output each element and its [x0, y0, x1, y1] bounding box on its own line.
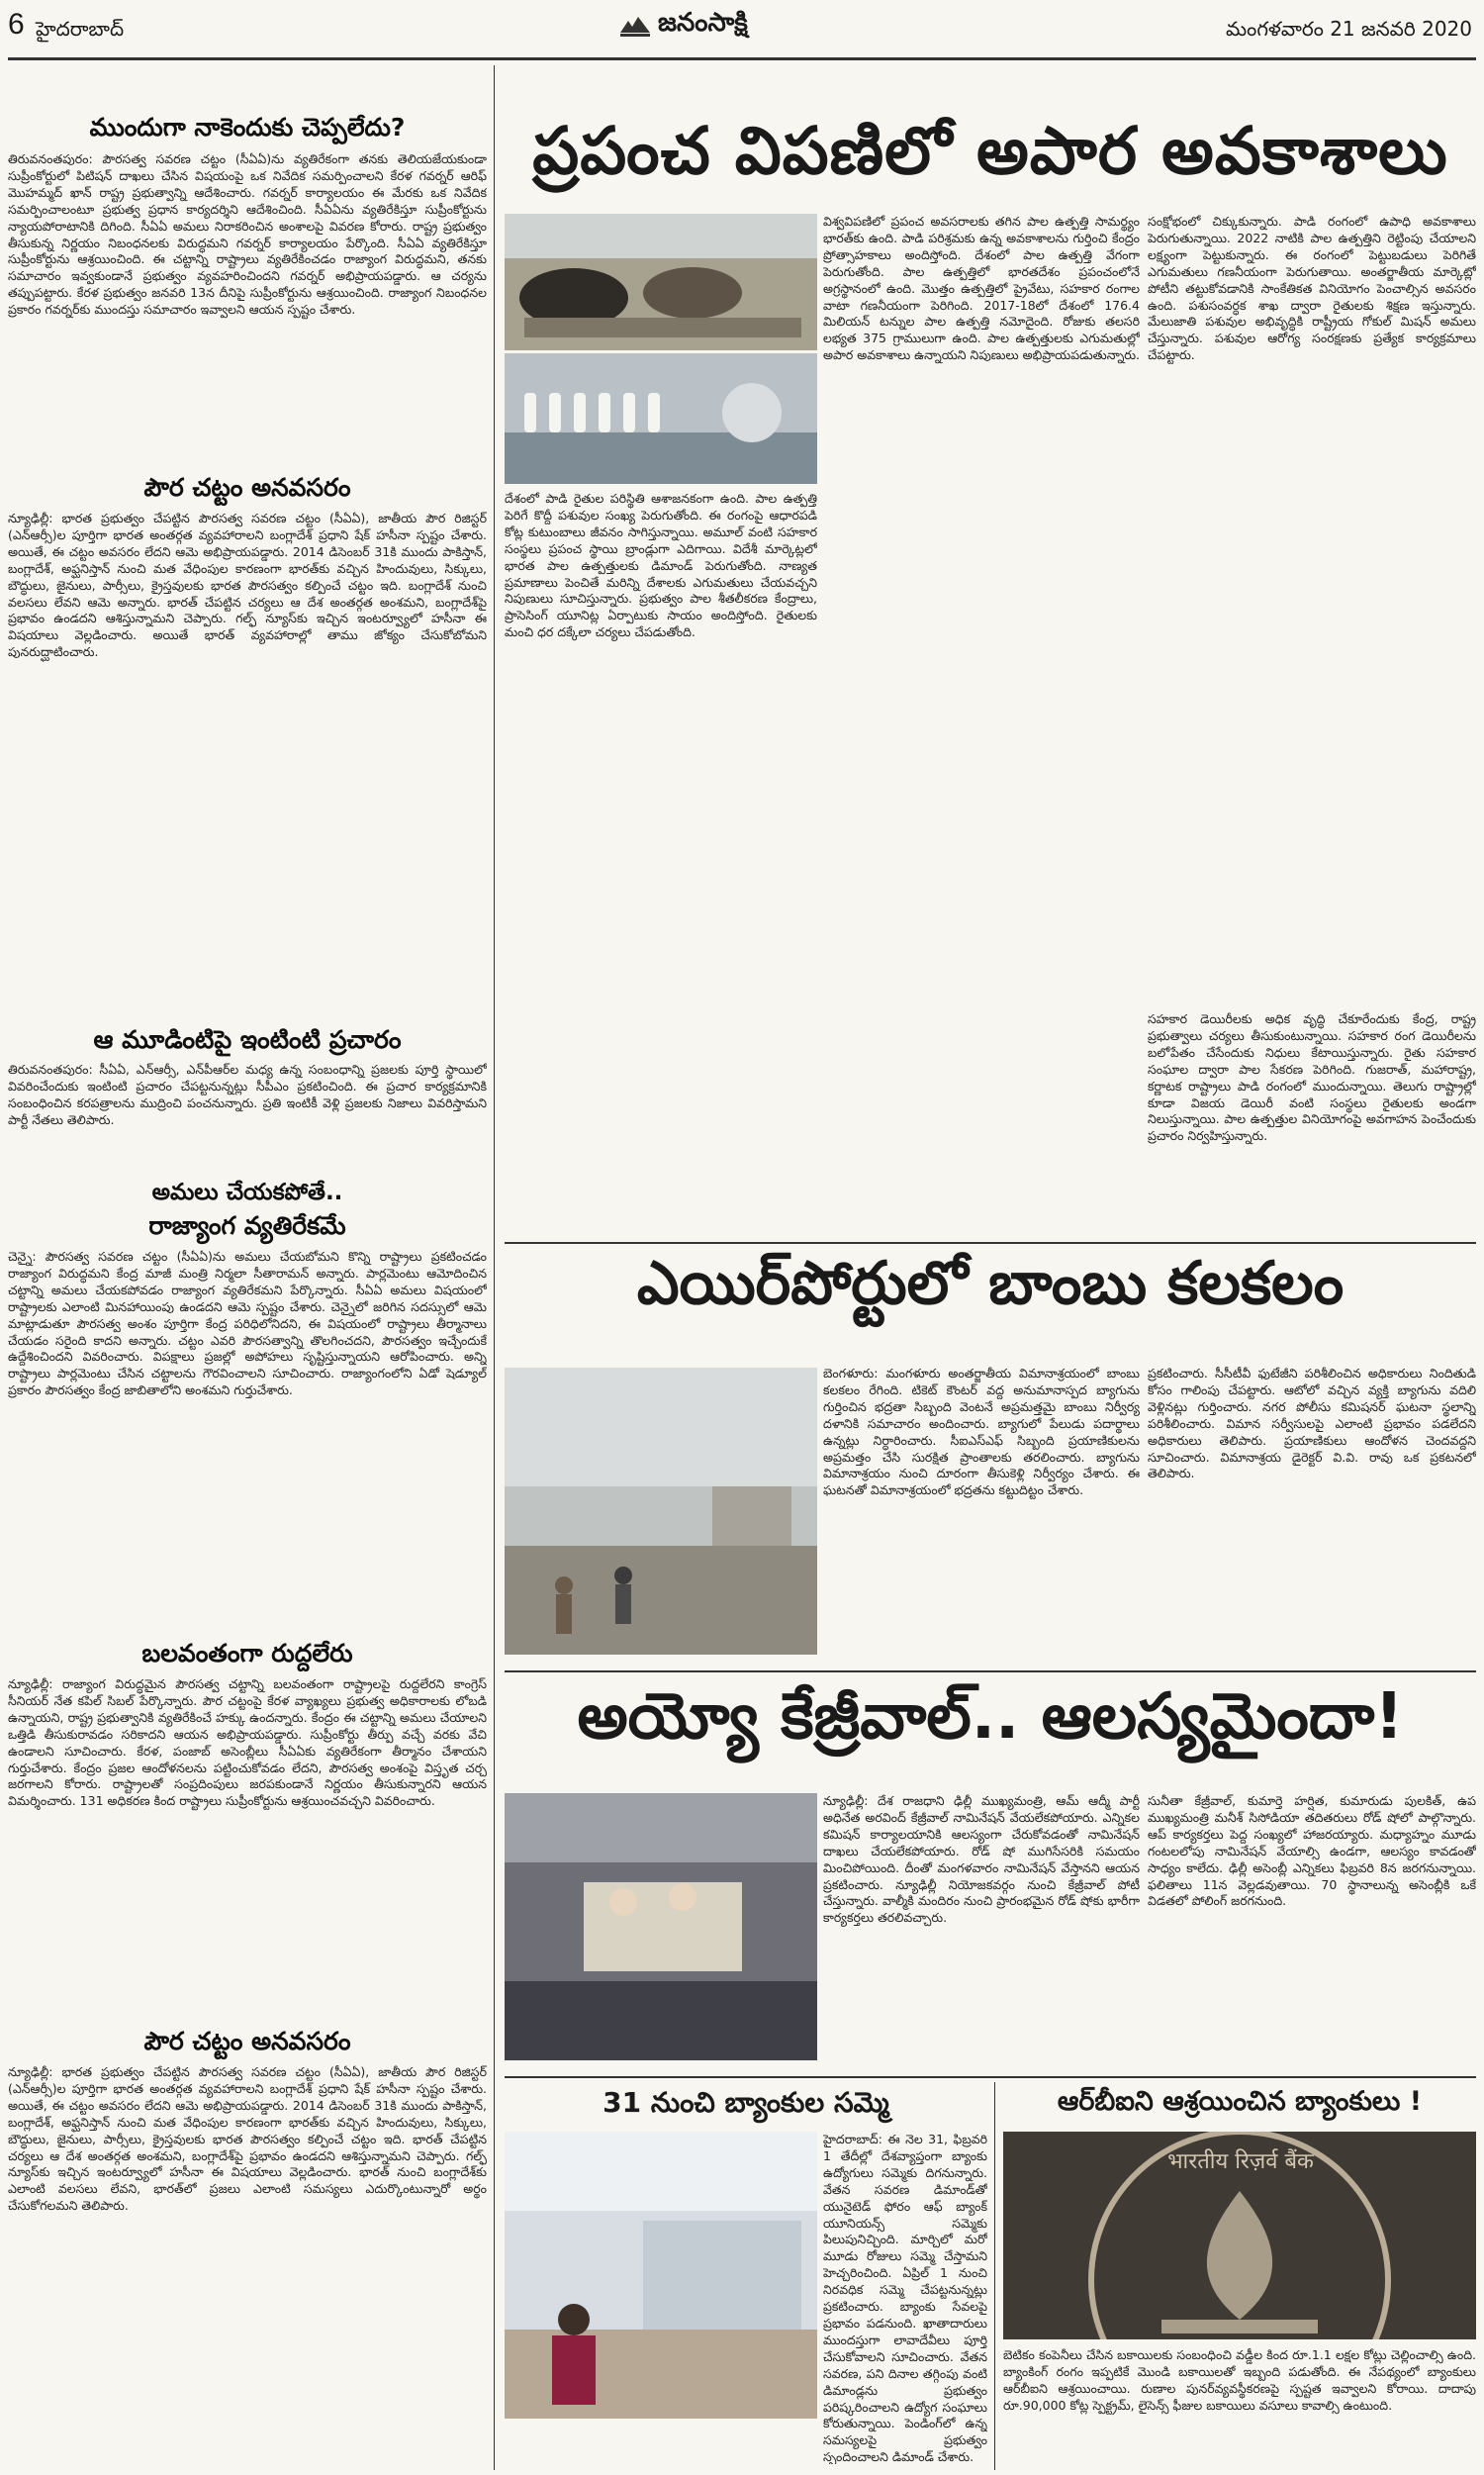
bank-counter-photo [505, 2132, 817, 2419]
kejriwal-column-2: సునీతా కేజ్రీవాల్, కుమార్తె హర్షిత, కుమారుడు పులకిత్, ఉప ముఖ్యమంత్రి మనీశ్ సిసోడియా తదితరులు రోడ్ షోలో పాల్గొన్నారు. ఆప్ కార్యకర్తలు పెద్ద సంఖ్యలో హాజరయ్యారు. మధ్యాహ్నం మూడు గంటలలోపు నామినేషన్ వేయాల్సి ఉండగా, ఆలస్యం కావడంతో సాధ్యం కాలేదు. ఢిల్లీ అసెంబ్లీ ఎన్నికలు ఫిబ్రవరి 8న జరగనున్నాయి. ఫలితాలు 11న వెల్లడవుతాయి. 70 స్థానాలున్న అసెంబ్లీకి ఒకే విడతలో పోలింగ్ జరగనుంది. [1148, 1793, 1476, 1909]
story-subheading: రాజ్యాంగ వ్యతిరేకమే [148, 1211, 346, 1240]
story-body: న్యూఢిల్లీ: భారత ప్రభుత్వం చేపట్టిన పౌరసత్వ సవరణ చట్టం (సీఏఏ), జాతీయ పౌర రిజిస్టర్ (ఎన్ఆర్సీ)ల పూర్తిగా భారత అంతర్గత వ్యవహారాలని బంగ్లాదేశ్ ప్రధాని షేక్ హసీనా స్పష్టం చేశారు. అయితే, ఈ చట్టం అవసరం లేదని ఆమె అభిప్రాయపడ్డారు. 2014 డిసెంబర్ 31కి ముందు పాకిస్తాన్, బంగ్లాదేశ్, అఫ్ఘనిస్తాన్ నుంచి మత వేధింపుల కారణంగా భారత్‌కు వచ్చిన హిందువులు, సిక్కులు, బౌద్ధులు, జైనులు, పార్సీలు, క్రైస్తవులకు భారత పౌరసత్వం కల్పించే చట్టం ఇది. బంగ్లాదేశ్ నుంచి వలసలు లేవని ఆమె అన్నారు. భారత్ చేపట్టిన చర్యలు ఆ దేశ అంతర్గత అంశమని, బంగ్లాదేశ్‌పై ప్రభావం ఉండదని ఆశిస్తున్నామని చెప్పారు. గల్ఫ్ న్యూస్‌కు ఇచ్చిన ఇంటర్వ్యూలో హసీనా ఈ విషయాలు వెల్లడించారు. అయితే భారత్ వ్యవహారాల్లో తాము జోక్యం చేసుకోబోమని పునరుద్ఘాటించారు. [8, 511, 487, 660]
roadshow-photo [505, 1793, 817, 2060]
city-name: హైదరాబాద్ [36, 17, 125, 41]
airport-column-2: ప్రకటించారు. సీసీటీవీ ఫుటేజీని పరిశీలించిన అధికారులు నిందితుడి కోసం గాలింపు చేపట్టారు. ఆటోలో వచ్చిన వ్యక్తి బ్యాగును వదిలి వెళ్లినట్లు గుర్తించారు. నగర పోలీసు కమిషనర్ ఘటనా స్థలాన్ని పరిశీలించారు. విమాన సర్వీసులపై ఎలాంటి ప్రభావం పడలేదని అధికారులు తెలిపారు. ప్రయాణికులు ఆందోళన చెందవద్దని సూచించారు. విమానాశ్రయ డైరెక్టర్ వి.వి. రావు ఒక ప్రకటనలో తెలిపారు. [1148, 1366, 1476, 1481]
rbi-body: బెటికం కంపెనీలు చేసిన బకాయిలకు సంబంధించి వడ్డీల కింద రూ.1.1 లక్షల కోట్లు చెల్లించాల్సి ఉంది. బ్యాంకింగ్ రంగం ఇప్పటికే మొండి బకాయిలతో ఇబ్బంది పడుతోంది. ఈ నేపథ్యంలో బ్యాంకులు ఆర్‌బీఐని ఆశ్రయించాయి. రుణాల పునర్‌వ్యవస్థీకరణపై స్పష్టత ఇవ్వాలని కోరాయి. దాదాపు రూ.90,000 కోట్ల స్పెక్ట్రమ్, లైసెన్స్ ఫీజుల బకాయిలు వసూలు కావాల్సి ఉంటుంది. [1003, 2347, 1476, 2413]
kejriwal-story [505, 1676, 1476, 2072]
dairy-column-2: దేశంలో పాడి రైతుల పరిస్థితి ఆశాజనకంగా ఉంది. పాల ఉత్పత్తి పెరిగే కొద్దీ పశువుల సంఖ్య పెరుగుతోంది. ఈ రంగంపై ఆధారపడి కోట్ల కుటుంబాలు జీవనం సాగిస్తున్నాయి. అమూల్ వంటి సహకార సంస్థలు ప్రపంచ స్థాయి బ్రాండ్లుగా ఎదిగాయి. విదేశీ మార్కెట్లలో భారత పాల ఉత్పత్తులకు డిమాండ్ పెరుగుతోంది. నాణ్యత ప్రమాణాలు పెంచితే మరిన్ని దేశాలకు ఎగుమతులు చేయవచ్చని నిపుణులు సూచిస్తున్నారు. ప్రభుత్వం పాల శీతలీకరణ కేంద్రాలు, ప్రాసెసింగ్ యూనిట్ల ఏర్పాటుకు సాయం అందిస్తోంది. రైతులకు మంచి ధర దక్కేలా చర్యలు చేపడుతోంది. [505, 491, 817, 640]
dairy-column-1: విశ్వవిపణిలో ప్రపంచ అవసరాలకు తగిన పాల ఉత్పత్తి సామర్థ్యం భారత్‌కు ఉంది. పాడి పరిశ్రమకు ఉన్న అవకాశాలను గుర్తించి కేంద్రం ప్రోత్సాహకాలు అందిస్తోంది. దేశంలో పాల ఉత్పత్తి వేగంగా పెరుగుతోంది. పాల ఉత్పత్తిలో భారతదేశం ప్రపంచంలోనే అగ్రస్థానంలో ఉంది. మొత్తం ఉత్పత్తిలో ప్రైవేటు, సహకార రంగాల వాటా గణనీయంగా పెరిగింది. 2017-18లో దేశంలో 176.4 మిలియన్ టన్నుల పాల ఉత్పత్తి నమోదైంది. రోజుకు తలసరి లభ్యత 375 గ్రాములుగా ఉంది. పాల ఉత్పత్తులకు ఎగుమతుల్లో అపార అవకాశాలు ఉన్నాయని నిపుణులు అభిప్రాయపడుతున్నారు. [823, 214, 1140, 363]
bank-strike-headline: 31 నుంచి బ్యాంకుల సమ్మె [603, 2086, 889, 2119]
dairy-cattle-photo [505, 214, 817, 350]
milk-bottling-photo [505, 353, 817, 484]
dairy-headline: ప్రపంచ విపణిలో అపార అవకాశాలు [532, 113, 1448, 189]
section-rule [505, 2076, 1476, 2078]
left-column [8, 65, 487, 2470]
story-heading: ఆ మూడింటిపై ఇంటింటి ప్రచారం [93, 1025, 402, 1054]
column-divider [994, 2082, 995, 2470]
story-body: చెన్నై: పౌరసత్వ సవరణ చట్టం (సీఏఏ)ను అమలు చేయబోమని కొన్ని రాష్ట్రాలు ప్రకటించడం రాజ్యాంగ విరుద్ధమని కేంద్ర మాజీ మంత్రి నిర్మలా సీతారామన్ అన్నారు. పార్లమెంటు ఆమోదించిన చట్టాన్ని అమలు చేయకపోవడం రాజ్యాంగ వ్యతిరేకమని పేర్కొన్నారు. సీఏఏ అమలు విషయంలో రాష్ట్రాలకు ఎలాంటి మినహాయింపు ఉండదని ఆమె స్పష్టం చేశారు. చెన్నైలో జరిగిన సదస్సులో ఆమె మాట్లాడుతూ పౌరసత్వ అంశం పూర్తిగా కేంద్ర పరిధిలోనిదని, ఈ విషయంలో రాష్ట్రాలు తీర్మానాలు చేయడం సరైంది కాదని అన్నారు. చట్టం ఎవరి పౌరసత్వాన్ని తొలగించదని, పౌరసత్వం ఇచ్చేందుకే ఉద్దేశించిందని వివరించారు. విపక్షాలు ప్రజల్లో అపోహలు సృష్టిస్తున్నాయని ఆరోపించారు. అన్ని రాష్ట్రాలు పార్లమెంటు చేసిన చట్టాలను గౌరవించాలని సూచించారు. రాజ్యాంగంలోని ఏడో షెడ్యూల్ ప్రకారం పౌరసత్వం కేంద్ర జాబితాలోని అంశమని గుర్తుచేశారు. [8, 1249, 487, 1398]
story-body: తిరువనంతపురం: పౌరసత్వ సవరణ చట్టం (సీఏఏ)ను వ్యతిరేకంగా తనకు తెలియజేయకుండా సుప్రీంకోర్టులో పిటిషన్ దాఖలు చేసిన విషయంపై ఒక నివేదిక సమర్పించాలని కేరళ గవర్నర్ ఆరిఫ్ మొహమ్మద్ ఖాన్ రాష్ట్ర ప్రభుత్వాన్ని ఆదేశించారు. గవర్నర్ కార్యాలయం ఈ మేరకు ఒక నివేదిక సమర్పించాలంటూ ప్రభుత్వ ప్రధాన కార్యదర్శిని ఆదేశించింది. సీఏఏను వ్యతిరేకిస్తూ సుప్రీంకోర్టును న్యాయపోరాటానికి దిగింది. సీఏఏ అమలు నిరాకరించిన అంశాలపై వివరణ కోరారు. రాష్ట్ర ప్రభుత్వం తీసుకున్న నిర్ణయం నిబంధనలకు విరుద్ధమని గవర్నర్ కార్యాలయం పేర్కొంది. సీఏఏ వ్యతిరేకిస్తూ సుప్రీంకోర్టును ఆశ్రయించింది. ఈ చట్టాన్ని రాష్ట్రాలు వ్యతిరేకించడం రాజ్యాంగ విరుద్ధమని, తనకు సమాచారం ఇవ్వకుండానే ప్రభుత్వం వ్యవహరించిందని గవర్నర్ అభిప్రాయపడ్డారు. ఆ చర్యను తప్పుపట్టారు. కేరళ ప్రభుత్వం జనవరి 13న దీనిపై సుప్రీంకోర్టును ఆశ్రయించింది. రాజ్యాంగ నిబంధనల ప్రకారం గవర్నర్‌కు ముందస్తు సమాచారం ఇవ్వాలని ఆయన స్పష్టం చేశారు. [8, 151, 487, 318]
airport-column-1: బెంగళూరు: మంగళూరు అంతర్జాతీయ విమానాశ్రయంలో బాంబు కలకలం రేగింది. టికెట్ కౌంటర్ వద్ద అనుమానాస్పద బ్యాగును గుర్తించిన భద్రతా సిబ్బంది వెంటనే అప్రమత్తమై బాంబు నిర్వీర్య దళానికి సమాచారం అందించారు. బ్యాగులో పేలుడు పదార్థాలు ఉన్నట్లు నిర్ధారించారు. సీఐఎస్ఎఫ్ సిబ్బంది ప్రయాణికులను అప్రమత్తం చేసి సురక్షిత ప్రాంతాలకు తరలించారు. బ్యాగును విమానాశ్రయం నుంచి దూరంగా తీసుకెళ్లి నిర్వీర్యం చేశారు. ఈ ఘటనతో విమానాశ్రయంలో భద్రతను కట్టుదిట్టం చేశారు. [823, 1366, 1140, 1498]
story-heading: బలవంతంగా రుద్దలేరు [141, 1639, 353, 1667]
masthead-title: జనంసాక్షి [658, 8, 748, 38]
column-divider [494, 65, 495, 2470]
story-heading: ముందుగా నాకెందుకు చెప్పలేదు? [89, 113, 406, 142]
masthead [618, 8, 748, 44]
masthead-logo-icon [618, 11, 652, 41]
story-heading: పౌర చట్టం అనవసరం [143, 473, 351, 502]
rbi-headline: ఆర్‌బీఐని ఆశ్రయించిన బ్యాంకులు ! [1057, 2086, 1423, 2117]
rbi-emblem-photo [1003, 2132, 1476, 2339]
bank-strike-story [505, 2082, 987, 2470]
story-body: న్యూఢిల్లీ: రాజ్యాంగ విరుద్ధమైన పౌరసత్వ చట్టాన్ని బలవంతంగా రాష్ట్రాలపై రుద్దలేరని కాంగ్రెస్ సీనియర్ నేత కపిల్ సిబల్ పేర్కొన్నారు. పౌర చట్టంపై కేరళ వ్యాఖ్యలు ప్రభుత్వ అధికారాలకు లోబడి ఉన్నాయని, రాష్ట్ర ప్రభుత్వానికి వ్యతిరేకించే హక్కు ఉందన్నారు. కేంద్రం ఈ చట్టాన్ని అమలు చేయాలని ఒత్తిడి తీసుకురావడం సరికాదని ఆయన అభిప్రాయపడ్డారు. సుప్రీంకోర్టు తీర్పు వచ్చే వరకు వేచి ఉండాలని సూచించారు. కేరళ, పంజాబ్ అసెంబ్లీలు సీఏఏకు వ్యతిరేకంగా తీర్మానం చేశాయని గుర్తుచేశారు. కేంద్రం ప్రజల ఆందోళనలను పట్టించుకోవడం లేదని, పౌరసత్వ అంశంపై విస్తృత చర్చ జరగాలని కోరారు. రాష్ట్రాలతో సంప్రదింపులు జరపకుండానే నిర్ణయం తీసుకున్నారని ఆయన విమర్శించారు. 131 అధికరణ కింద రాష్ట్రాలు సుప్రీంకోర్టును ఆశ్రయించవచ్చని వివరించారు. [8, 1676, 487, 1809]
bank-strike-body: హైదరాబాద్: ఈ నెల 31, ఫిబ్రవరి 1 తేదీల్లో దేశవ్యాప్తంగా బ్యాంకు ఉద్యోగులు సమ్మెకు దిగనున్నారు. వేతన సవరణ డిమాండ్‌తో యునైటెడ్ ఫోరం ఆఫ్ బ్యాంక్ యూనియన్స్ సమ్మెకు పిలుపునిచ్చింది. మార్చిలో మరో మూడు రోజులు సమ్మె చేస్తామని హెచ్చరించింది. ఏప్రిల్ 1 నుంచి నిరవధిక సమ్మె చేపట్టనున్నట్లు ప్రకటించారు. బ్యాంకు సేవలపై ప్రభావం పడనుంది. ఖాతాదారులు ముందస్తుగా లావాదేవీలు పూర్తి చేసుకోవాలని సూచించారు. వేతన సవరణ, పని దినాల తగ్గింపు వంటి డిమాండ్లను ప్రభుత్వం పరిష్కరించాలని ఉద్యోగ సంఘాలు కోరుతున్నాయి. పెండింగ్‌లో ఉన్న సమస్యలపై ప్రభుత్వం స్పందించాలని డిమాండ్ చేశారు. [823, 2132, 987, 2464]
dairy-column-4: సహకార డెయిరీలకు అధిక వృద్ధి చేకూరేందుకు కేంద్ర, రాష్ట్ర ప్రభుత్వాలు చర్యలు తీసుకుంటున్నాయి. సహకార రంగ డెయిరీలను బలోపేతం చేసేందుకు నిధులు కేటాయిస్తున్నారు. రైతు సహకార సంఘాల ద్వారా పాల సేకరణ పెరిగింది. గుజరాత్, మహారాష్ట్ర, కర్ణాటక రాష్ట్రాలు పాడి రంగంలో ముందున్నాయి. తెలుగు రాష్ట్రాల్లో కూడా విజయ డెయిరీ వంటి సంస్థలు రైతులకు అండగా నిలుస్తున్నాయి. పాల ఉత్పత్తుల వినియోగంపై అవగాహన పెంచేందుకు ప్రచారం నిర్వహిస్తున్నారు. [1148, 1011, 1476, 1144]
story-heading: పౌర చట్టం అనవసరం [143, 2027, 351, 2055]
dairy-column-3: సంక్షోభంలో చిక్కుకున్నారు. పాడి రంగంలో ఉపాధి అవకాశాలు పెరుగుతున్నాయి. 2022 నాటికి పాల ఉత్పత్తిని రెట్టింపు చేయాలని లక్ష్యంగా పెట్టుకున్నారు. ఈ రంగంలో పెట్టుబడులు పెరిగితే ఎగుమతులు గణనీయంగా పెరుగుతాయి. అంతర్జాతీయ మార్కెట్లో పోటీని తట్టుకోవడానికి సాంకేతికత వినియోగం పెంచాల్సిన అవసరం ఉంది. పశుసంవర్ధక శాఖ ద్వారా రైతులకు శిక్షణ ఇస్తున్నారు. మేలుజాతి పశువుల అభివృద్ధికి రాష్ట్రీయ గోకుల్ మిషన్ అమలు చేస్తున్నారు. పశువుల ఆరోగ్య సంరక్షణకు ప్రత్యేక కార్యక్రమాలు చేపట్టారు. [1148, 214, 1476, 363]
section-rule [505, 1670, 1476, 1672]
airport-headline: ఎయిర్‌పోర్టులో బాంబు కలకలం [636, 1249, 1345, 1318]
page-header [0, 0, 1484, 61]
dairy-story [505, 65, 1476, 1238]
rbi-emblem-text: भारतीय रिज़र्व बैंक [1167, 2149, 1314, 2174]
page-number: 6 [8, 8, 25, 41]
header-rule [8, 57, 1476, 60]
story-body: తిరువనంతపురం: సీఏఏ, ఎన్ఆర్సీ, ఎన్‌పీఆర్‌ల మధ్య ఉన్న సంబంధాన్ని ప్రజలకు పూర్తి స్థాయిలో వివరించేందుకు ఇంటింటి ప్రచారం చేపట్టనున్నట్లు సీపీఎం ప్రకటించింది. ఈ ప్రచార కార్యక్రమానికి సంబంధించిన కరపత్రాలను ముద్రించి పంచనున్నారు. ప్రతి ఇంటికీ వెళ్లి ప్రజలకు నిజాలు వివరిస్తామని పార్టీ నేతలు తెలిపారు. [8, 1062, 487, 1127]
kejriwal-headline: అయ్యో కేజ్రీవాల్.. ఆలస్యమైందా! [577, 1680, 1404, 1754]
kejriwal-column-1: న్యూఢిల్లీ: దేశ రాజధాని ఢిల్లీ ముఖ్యమంత్రి, ఆమ్ ఆద్మీ పార్టీ అధినేత అరవింద్ కేజ్రీవాల్ నామినేషన్ వేయలేకపోయారు. ఎన్నికల కమిషన్ కార్యాలయానికి ఆలస్యంగా చేరుకోవడంతో నామినేషన్ దాఖలు చేయలేకపోయారు. రోడ్ షో ముగిసేసరికి సమయం మించిపోయింది. దీంతో మంగళవారం నామినేషన్ వేస్తానని ఆయన ప్రకటించారు. న్యూఢిల్లీ నియోజకవర్గం నుంచి కేజ్రీవాల్ పోటీ చేస్తున్నారు. వాల్మీకి మందిరం నుంచి ప్రారంభమైన రోడ్ షోకు భారీగా కార్యకర్తలు తరలివచ్చారు. [823, 1793, 1140, 1926]
airport-story [505, 1249, 1476, 1666]
story-body: న్యూఢిల్లీ: భారత ప్రభుత్వం చేపట్టిన పౌరసత్వ సవరణ చట్టం (సీఏఏ), జాతీయ పౌర రిజిస్టర్ (ఎన్ఆర్సీ)ల పూర్తిగా భారత అంతర్గత వ్యవహారాలని బంగ్లాదేశ్ ప్రధాని షేక్ హసీనా స్పష్టం చేశారు. అయితే, ఈ చట్టం అవసరం లేదని ఆమె అభిప్రాయపడ్డారు. 2014 డిసెంబర్ 31కి ముందు పాకిస్తాన్, బంగ్లాదేశ్, అఫ్ఘనిస్తాన్ నుంచి మత వేధింపుల కారణంగా భారత్‌కు వచ్చిన హిందువులు, సిక్కులు, బౌద్ధులు, జైనులు, పార్సీలు, క్రైస్తవులకు భారత పౌరసత్వం కల్పించే చట్టం ఇది. భారత్ చేపట్టిన చర్యలు ఆ దేశ అంతర్గత అంశమని, బంగ్లాదేశ్‌పై ప్రభావం ఉండదని ఆశిస్తున్నామని చెప్పారు. గల్ఫ్ న్యూస్‌కు ఇచ్చిన ఇంటర్వ్యూలో హసీనా ఈ విషయాలు వెల్లడించారు. భారత్ నుంచి బంగ్లాదేశ్‌కు ఎలాంటి వలసలు లేవని, భారత్‌లో ప్రజలు ఎలాంటి సమస్యలు ఎదుర్కొంటున్నారో అర్థం చేసుకోగలమని తెలిపారు. [8, 2064, 487, 2214]
section-rule [505, 1242, 1476, 1244]
story-heading: అమలు చేయకపోతే.. [151, 1180, 343, 1205]
issue-date: మంగళవారం 21 జనవరి 2020 [1226, 17, 1472, 41]
rbi-story [1003, 2082, 1476, 2470]
airport-photo [505, 1368, 817, 1655]
